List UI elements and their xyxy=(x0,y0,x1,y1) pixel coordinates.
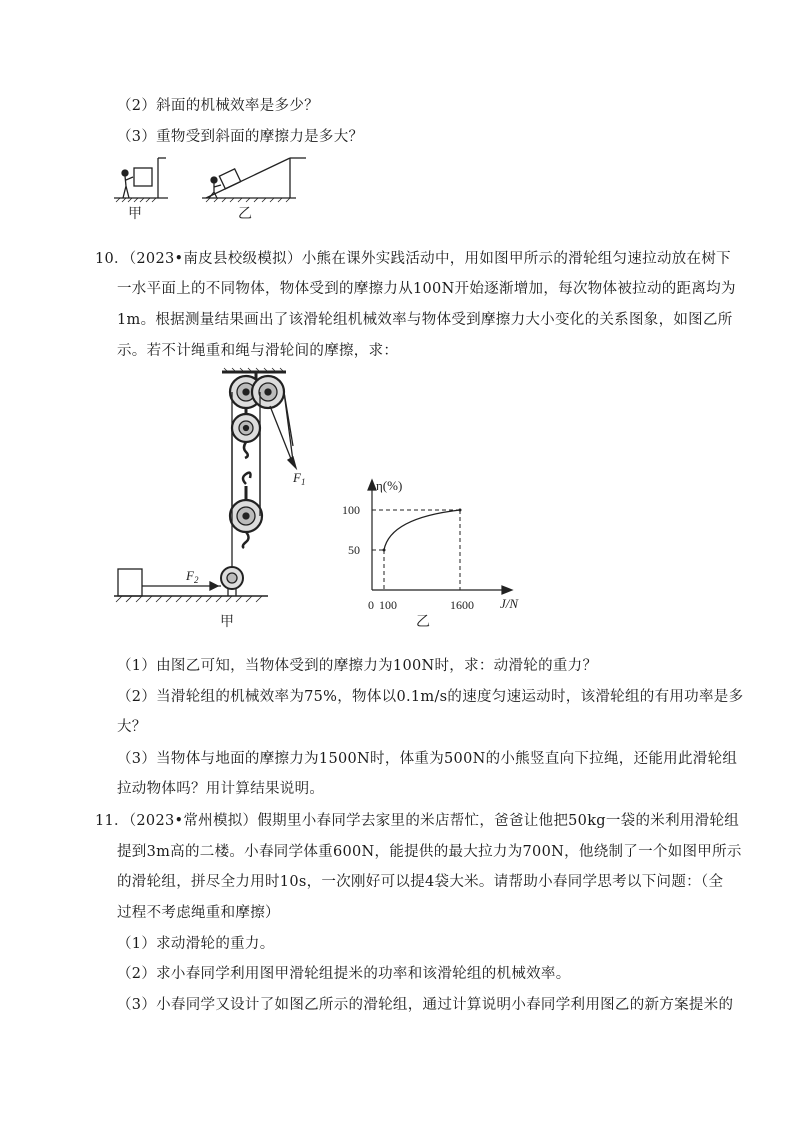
q10-line1: 10．（2023•南皮县校级模拟）小熊在课外实践活动中，用如图甲所示的滑轮组匀速拉动放在树下 xyxy=(95,251,731,267)
q9-sub3: （3）重物受到斜面的摩擦力是多大？ xyxy=(117,129,364,145)
q10-sub3-b: 拉动物体吗？用计算结果说明。 xyxy=(117,781,325,797)
data-point-end xyxy=(459,509,462,512)
x-tick-0: 0 xyxy=(368,598,374,612)
q11-sub2: （2）求小春同学利用图甲滑轮组提米的功率和该滑轮组的机械效率。 xyxy=(117,966,571,982)
x-axis-label: J/N xyxy=(500,596,519,611)
q10-sub2-a: （2）当滑轮组的机械效率为75%，物体以0.1m/s的速度匀速运动时，该滑轮组的有用功率是多 xyxy=(117,689,744,705)
figure-b-incline xyxy=(202,158,306,202)
pulley-figure-caption: 甲 xyxy=(220,615,234,630)
figure-a-person-box xyxy=(114,158,168,202)
efficiency-curve xyxy=(384,510,460,550)
y-axis-label: η(%) xyxy=(376,478,403,493)
f1-label: $F_1$ xyxy=(293,470,306,487)
q11-line1: 11．（2023•常州模拟）假期里小春同学去家里的米店帮忙，爸爸让他把50kg一袋的米利用滑轮组 xyxy=(95,813,740,829)
q11-line4: 过程不考虑绳重和摩擦） xyxy=(117,905,280,921)
x-tick-1600: 1600 xyxy=(450,598,474,612)
pulley-system-figure xyxy=(110,366,310,631)
q10-line3: 1m。根据测量结果画出了该滑轮组机械效率与物体受到摩擦力大小变化的关系图象，如图乙所 xyxy=(117,312,733,328)
y-tick-100: 100 xyxy=(342,503,360,517)
data-point-start xyxy=(383,549,386,552)
q11-line2: 提到3m高的二楼。小春同学体重600N，能提供的最大拉力为700N，他绕制了一个如图甲所示 xyxy=(117,844,742,860)
graph-caption: 乙 xyxy=(416,615,430,628)
q9-figure xyxy=(110,150,310,222)
q10-sub1: （1）由图乙可知，当物体受到的摩擦力为100N时，求：动滑轮的重力？ xyxy=(117,658,598,674)
q10-line4: 示。若不计绳重和绳与滑轮间的摩擦，求： xyxy=(117,343,399,359)
f2-label: $F_2$ xyxy=(186,568,199,585)
q11-line3: 的滑轮组，拼尽全力用时10s，一次刚好可以提4袋大米。请帮助小春同学思考以下问题：（全 xyxy=(117,874,724,890)
efficiency-graph xyxy=(330,468,530,628)
q10-line2: 一水平面上的不同物体，物体受到的摩擦力从100N开始逐渐增加，每次物体被拉动的距离均为 xyxy=(117,281,736,297)
q11-sub3: （3）小春同学又设计了如图乙所示的滑轮组，通过计算说明小春同学利用图乙的新方案提米的 xyxy=(117,997,734,1013)
q9-sub2: （2）斜面的机械效率是多少？ xyxy=(117,98,319,114)
x-tick-100: 100 xyxy=(379,598,397,612)
figure-b-label: 乙 xyxy=(238,207,252,222)
q10-sub3-a: （3）当物体与地面的摩擦力为1500N时，体重为500N的小熊竖直向下拉绳，还能用此滑轮组 xyxy=(117,751,738,767)
q10-sub2-b: 大？ xyxy=(117,719,147,735)
y-tick-50: 50 xyxy=(348,543,360,557)
figure-a-label: 甲 xyxy=(128,207,142,222)
q11-sub1: （1）求动滑轮的重力。 xyxy=(117,936,275,952)
